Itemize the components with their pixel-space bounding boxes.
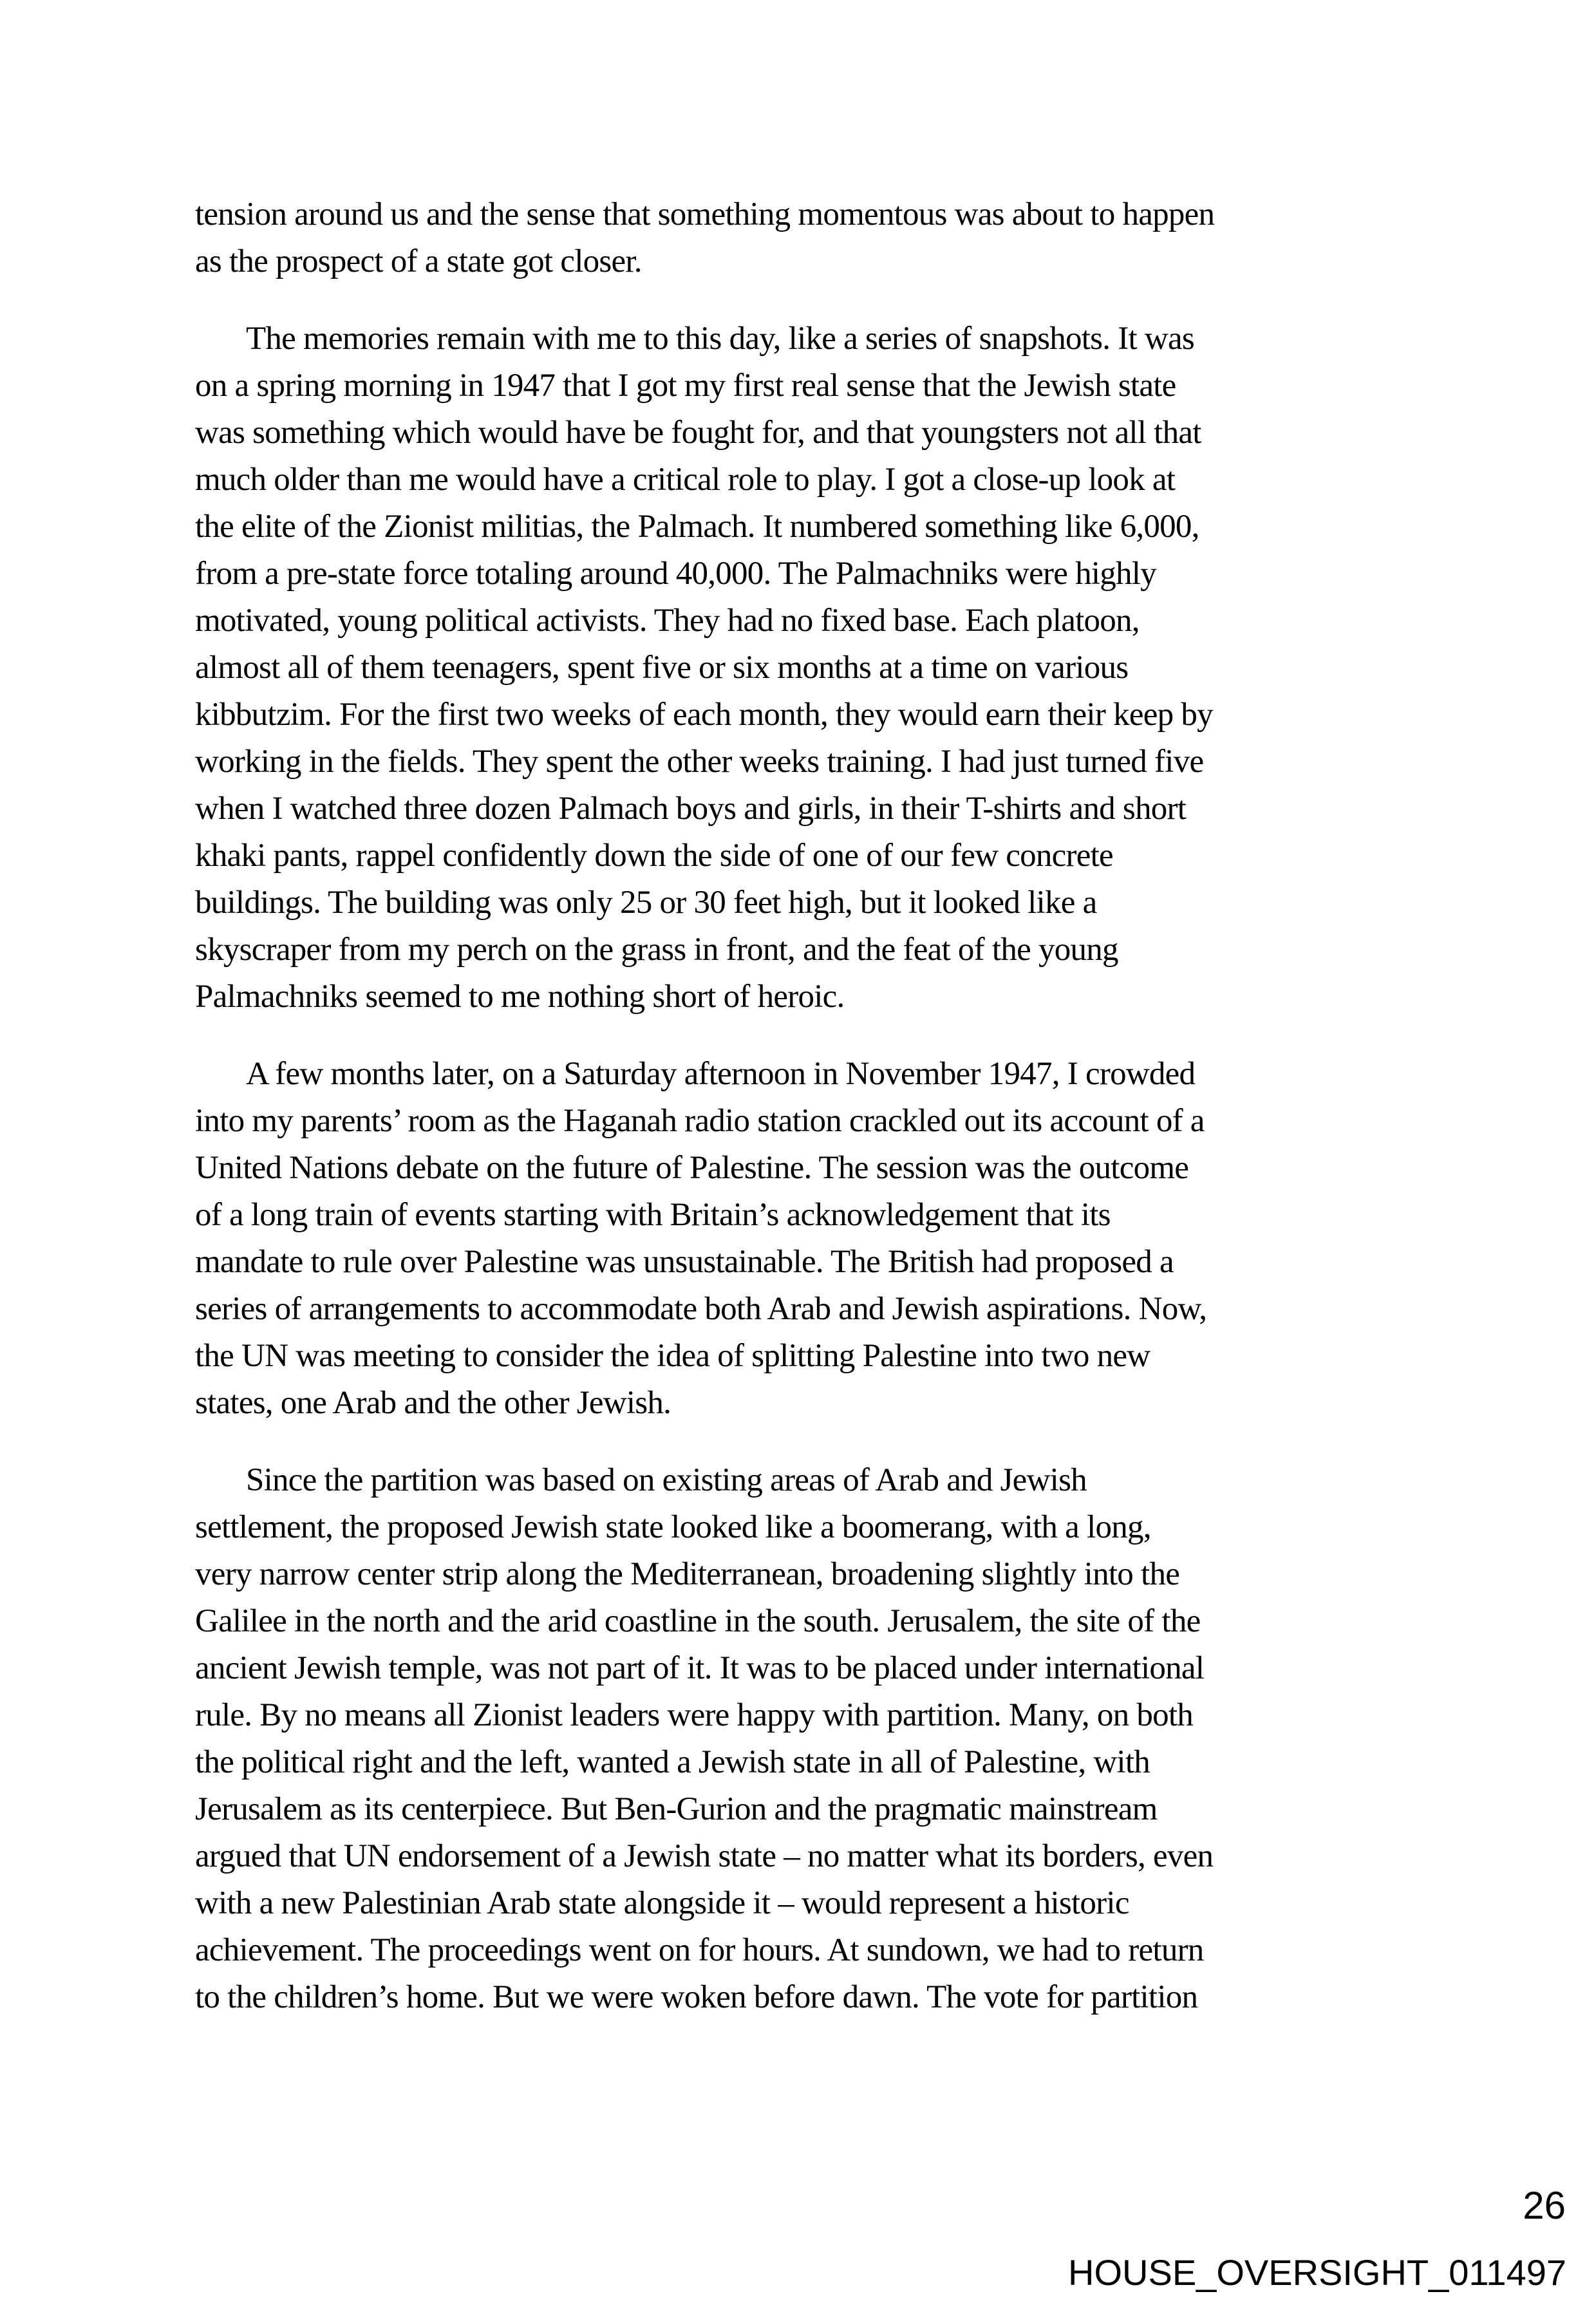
text-line: Jerusalem as its centerpiece. But Ben-Gurion and the pragmatic mainstream — [195, 1791, 1158, 1827]
bates-number: HOUSE_OVERSIGHT_011497 — [1068, 2252, 1566, 2293]
page-number: 26 — [1523, 2184, 1566, 2227]
text-line: the UN was meeting to consider the idea of splitting Palestine into two new — [195, 1338, 1150, 1374]
text-line: was something which would have be fought for, and that youngsters not all that — [195, 415, 1201, 451]
text-line: very narrow center strip along the Mediterranean, broadening slightly into the — [195, 1556, 1180, 1592]
text-line: A few months later, on a Saturday afternoon in November 1947, I crowded — [246, 1056, 1196, 1092]
text-line: skyscraper from my perch on the grass in front, and the feat of the young — [195, 932, 1118, 968]
text-line: Palmachniks seemed to me nothing short of heroic. — [195, 979, 845, 1015]
text-line: when I watched three dozen Palmach boys and girls, in their T-shirts and short — [195, 791, 1187, 827]
text-line: buildings. The building was only 25 or 30 feet high, but it looked like a — [195, 885, 1097, 921]
text-line: series of arrangements to accommodate both Arab and Jewish aspirations. Now, — [195, 1291, 1207, 1327]
text-line: the elite of the Zionist militias, the Palmach. It numbered something like 6,000, — [195, 509, 1199, 545]
text-line: mandate to rule over Palestine was unsustainable. The British had proposed a — [195, 1244, 1174, 1280]
text-line: from a pre-state force totaling around 40,000. The Palmachniks were highly — [195, 556, 1156, 592]
paragraph — [195, 315, 1431, 1020]
text-line: motivated, young political activists. They had no fixed base. Each platoon, — [195, 603, 1140, 639]
text-line: ancient Jewish temple, was not part of it. It was to be placed under international — [195, 1650, 1205, 1686]
text-line: almost all of them teenagers, spent five or six months at a time on various — [195, 650, 1129, 686]
text-line: as the prospect of a state got closer. — [195, 243, 642, 279]
paragraph — [195, 1457, 1431, 2021]
text-line: argued that UN endorsement of a Jewish state – no matter what its borders, even — [195, 1838, 1214, 1874]
text-line: into my parents’ room as the Haganah radio station crackled out its account of a — [195, 1103, 1205, 1139]
text-line: with a new Palestinian Arab state alongside it – would represent a historic — [195, 1885, 1129, 1921]
text-line: on a spring morning in 1947 that I got my first real sense that the Jewish state — [195, 368, 1176, 404]
text-line: Since the partition was based on existing areas of Arab and Jewish — [246, 1462, 1087, 1498]
text-line: rule. By no means all Zionist leaders were happy with partition. Many, on both — [195, 1697, 1194, 1733]
text-line: the political right and the left, wanted a Jewish state in all of Palestine, with — [195, 1744, 1150, 1780]
text-line: Galilee in the north and the arid coastline in the south. Jerusalem, the site of the — [195, 1603, 1201, 1639]
text-line: achievement. The proceedings went on for hours. At sundown, we had to return — [195, 1932, 1204, 1968]
text-line: kibbutzim. For the first two weeks of each month, they would earn their keep by — [195, 697, 1213, 733]
text-line: United Nations debate on the future of Palestine. The session was the outcome — [195, 1150, 1189, 1186]
text-line: working in the fields. They spent the other weeks training. I had just turned five — [195, 744, 1204, 780]
text-line: much older than me would have a critical role to play. I got a close-up look at — [195, 462, 1176, 498]
text-line: states, one Arab and the other Jewish. — [195, 1385, 671, 1421]
text-line: of a long train of events starting with Britain’s acknowledgement that its — [195, 1197, 1111, 1233]
text-line: khaki pants, rappel confidently down the side of one of our few concrete — [195, 838, 1113, 874]
paragraph — [195, 1051, 1431, 1427]
text-line: tension around us and the sense that something momentous was about to happen — [195, 196, 1215, 232]
text-line: to the children’s home. But we were woken before dawn. The vote for partition — [195, 1979, 1198, 2015]
body-text — [195, 191, 1431, 2021]
text-line: The memories remain with me to this day, like a series of snapshots. It was — [246, 321, 1194, 357]
text-line: settlement, the proposed Jewish state looked like a boomerang, with a long, — [195, 1509, 1151, 1545]
paragraph — [195, 191, 1431, 285]
